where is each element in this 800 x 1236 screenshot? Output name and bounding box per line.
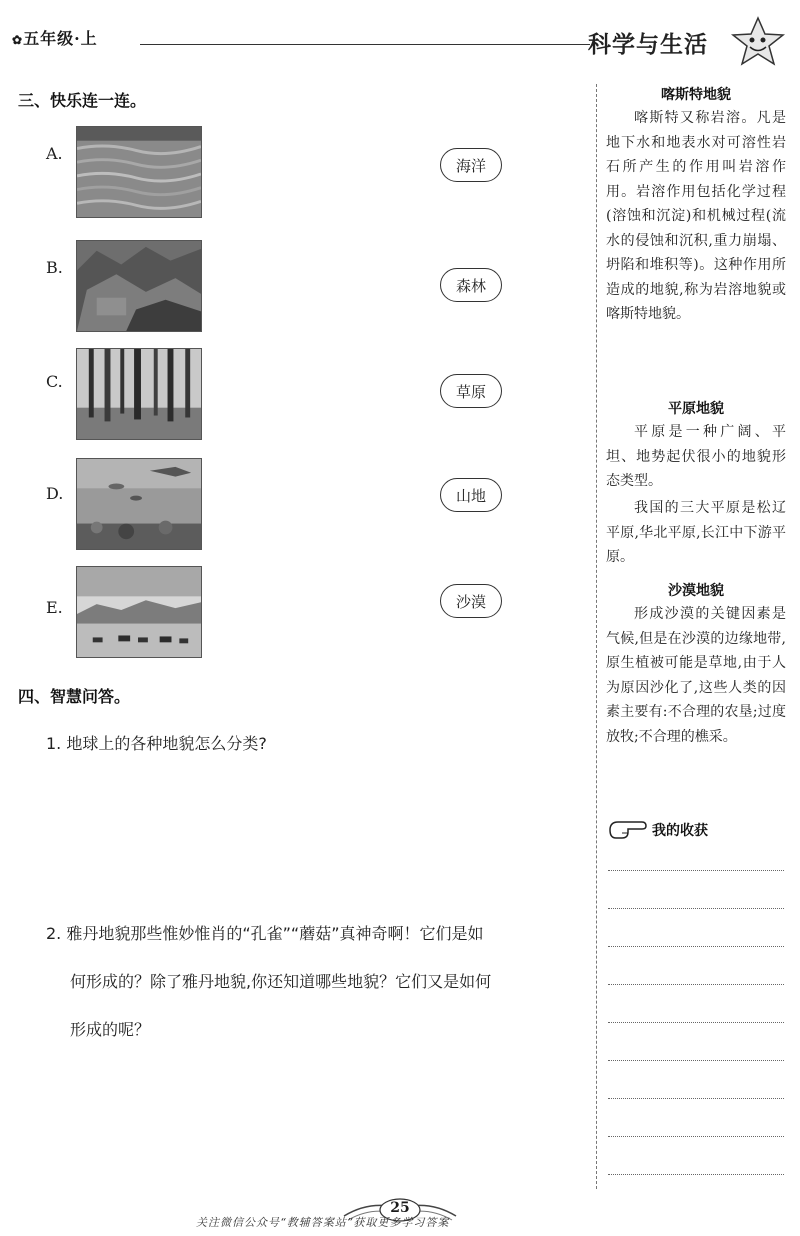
harvest-write-line[interactable] [608,870,784,871]
harvest-write-line[interactable] [608,1098,784,1099]
header-title: 科学与生活 [588,32,708,58]
harvest-write-line[interactable] [608,1060,784,1061]
pointing-hand-icon [608,818,648,842]
question-2-line-3: 形成的呢？ [70,1020,151,1039]
header-grade: ✿五年级·上 [12,29,98,48]
rocky-mountain-photo[interactable] [76,240,202,332]
question-2-line-1: 2. 雅丹地貌那些惟妙惟肖的“孔雀”“蘑菇”真神奇啊！它们是如 [46,924,484,943]
harvest-write-line[interactable] [608,984,784,985]
ocean-underwater-photo[interactable] [76,458,202,550]
option-mountain[interactable]: 山地 [440,478,502,512]
harvest-write-line[interactable] [608,946,784,947]
question-1: 1. 地球上的各种地貌怎么分类? [46,734,267,753]
option-grassland[interactable]: 草原 [440,374,502,408]
question-2-line-2: 何形成的？除了雅丹地貌,你还知道哪些地貌？它们又是如何 [70,972,492,991]
option-ocean[interactable]: 海洋 [440,148,502,182]
grassland-horses-photo[interactable] [76,566,202,658]
sidebar-plain-text-2: 我国的三大平原是松辽平原,华北平原,长江中下游平原。 [606,500,786,565]
item-letter-d: D. [46,484,64,503]
star-mascot-icon [730,16,786,68]
harvest-write-line[interactable] [608,1174,784,1175]
harvest-write-line[interactable] [608,1136,784,1137]
footer-text: 关注微信公众号“教辅答案站”获取更多学习答案 [196,1216,450,1229]
item-letter-a: A. [46,144,63,163]
sidebar-desert-text: 形成沙漠的关键因素是气候,但是在沙漠的边缘地带,原生植被可能是草地,由于人为原因沙化了,这些人类的因素主要有:不合理的农垦;过度放牧;不合理的樵采。 [606,606,786,745]
item-letter-e: E. [46,598,63,617]
section4-title: 四、智慧问答。 [18,687,131,706]
my-harvest-label: 我的收获 [652,823,708,839]
grade-star-icon: ✿ [12,33,24,47]
section3-title: 三、快乐连一连。 [18,91,147,110]
harvest-write-line[interactable] [608,908,784,909]
header-rule [140,44,590,45]
page-number: 25 [390,1200,410,1216]
harvest-write-line[interactable] [608,1022,784,1023]
column-divider [596,84,597,1189]
sidebar-desert-title: 沙漠地貌 [668,583,724,599]
item-letter-c: C. [46,372,63,391]
item-letter-b: B. [46,258,63,277]
sidebar-karst-text: 喀斯特又称岩溶。凡是地下水和地表水对可溶性岩石所产生的作用叫岩溶作用。岩溶作用包括化学过程(溶蚀和沉淀)和机械过程(流水的侵蚀和沉积,重力崩塌、坍陷和堆积等)。这种作用所造成的地貌,称为岩溶地貌或喀斯特地貌。 [606,110,786,322]
desert-sand-ripples-photo[interactable] [76,126,202,218]
sidebar-karst-title: 喀斯特地貌 [661,87,731,103]
option-desert[interactable]: 沙漠 [440,584,502,618]
forest-trees-photo[interactable] [76,348,202,440]
sidebar-plain-text-1: 平原是一种广阔、平坦、地势起伏很小的地貌形态类型。 [606,424,786,489]
option-forest[interactable]: 森林 [440,268,502,302]
sidebar-plain-title: 平原地貌 [668,401,724,417]
